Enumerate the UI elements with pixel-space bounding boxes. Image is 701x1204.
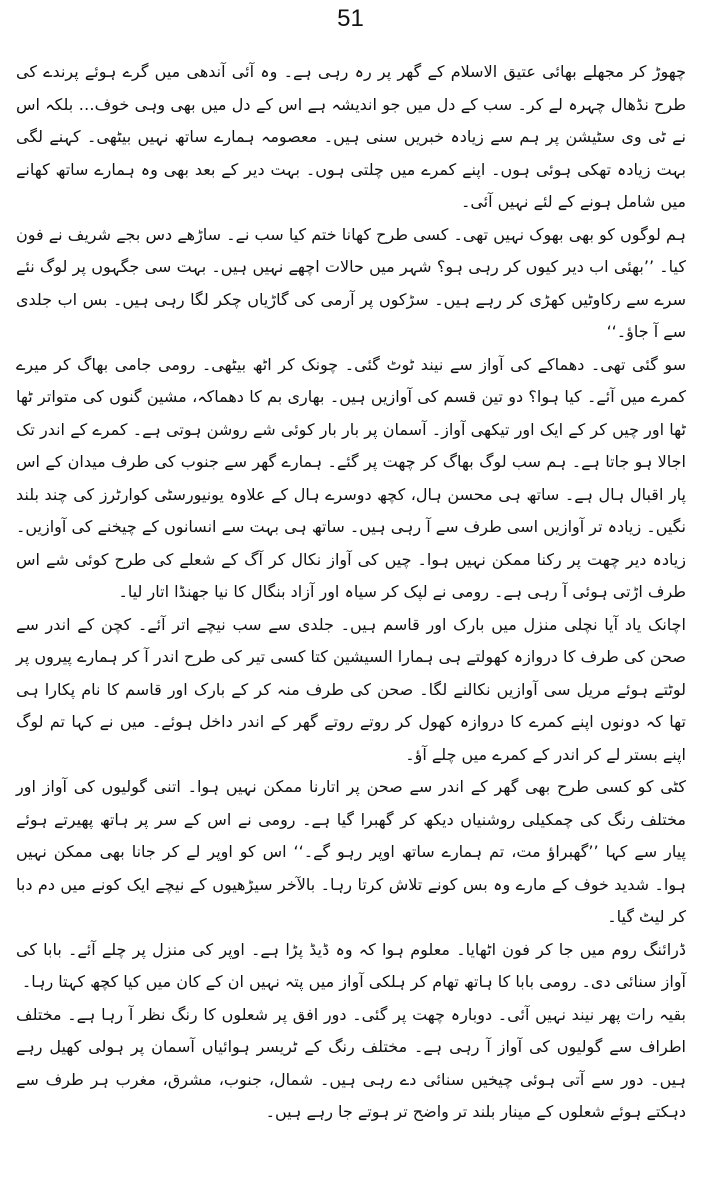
paragraph-4: اچانک یاد آیا نچلی منزل میں بارک اور قاسم ہیں۔ جلدی سے سب نیچے اتر آئے۔ کچن کے اندر سے صحن کی طرف کا دروازہ کھولتے ہی ہمارا السیشین کتا کسی تیر کی طرح اندر آ کر ہمارے پیروں پر لوٹتے ہوئے مریل سی آوازیں نکالنے لگا۔ صحن کی طرف منہ کر کے بارک اور قاسم کا نام پکارا ہی تھا کہ دونوں اپنے کمرے کا دروازہ کھول کر روتے روتے گھر کے اندر داخل ہوئے۔ میں نے کہا تم لوگ اپنے بستر لے کر اندر کے کمرے میں چلے آؤ۔	[16, 614, 686, 764]
paragraph-7: بقیہ رات پھر نیند نہیں آئی۔ دوبارہ چھت پر گئی۔ دور افق پر شعلوں کا رنگ نظر آ رہا ہے۔ مختلف اطراف سے گولیوں کی آواز آ رہی ہے۔ مختلف رنگ کے ٹریسر ہوائیاں آسمان پر ہولی کھیل رہے ہیں۔ دور سے آتی ہوئی چیخیں سنائی دے رہی ہیں۔ شمال، جنوب، مشرق، مغرب ہر طرف سے دہکتے ہوئے شعلوں کے مینار بلند تر واضح تر ہوتے جا رہے ہیں۔	[16, 1004, 686, 1121]
paragraph-5: کٹی کو کسی طرح بھی گھر کے اندر سے صحن پر اتارنا ممکن نہیں ہوا۔ اتنی گولیوں کی آواز اور مختلف رنگ کی چمکیلی روشنیاں دیکھ کر گھبرا گیا ہے۔ رومی نے اس کے سر پر ہاتھ پھیرتے ہوئے پیار سے کہا ’’گھبراؤ مت، تم ہمارے ساتھ اوپر رہو گے۔‘‘ اس کو اوپر لے کر جانا بھی ممکن نہیں ہوا۔ شدید خوف کے مارے وہ بس کونے تلاش کرتا رہا۔ بالآخر سیڑھیوں کے نیچے ایک کونے میں دم دبا کر لیٹ گیا۔	[16, 777, 686, 926]
paragraph-1: چھوڑ کر مجھلے بھائی عتیق الاسلام کے گھر پر رہ رہی ہے۔ وہ آئی آندھی میں گرے ہوئے پرندے کی طرح نڈھال چہرہ لے کر۔ سب کے دل میں جو اندیشہ ہے اس کے دل میں بھی وہی خوف… بلکہ اس نے ٹی وی سٹیشن پر ہم سے زیادہ خبریں سنی ہیں۔ معصومہ ہمارے ساتھ نہیں بیٹھی۔ کہنے لگی بہت زیادہ تھکی ہوئی ہوں۔ اپنے کمرے میں چلتی ہوں۔ بہت دیر کے بعد بھی وہ ہمارے ساتھ کھانے میں شامل ہونے کے لئے نہیں آئی۔	[16, 62, 686, 211]
page-body-text	[16, 56, 686, 1129]
paragraph-3: سو گئی تھی۔ دھماکے کی آواز سے نیند ٹوٹ گئی۔ چونک کر اٹھ بیٹھی۔ رومی جامی بھاگ کر میرے کمرے میں آئے۔ کیا ہوا؟ دو تین قسم کی آوازیں ہیں۔ بھاری بم کا دھماکہ، مشین گنوں کی متواتر ٹھا ٹھا اور چیں کر کے ایک اور تیکھی آواز۔ آسمان پر بار بار کوئی شے روشن ہوتی ہے۔ کمرے کے اندر تک اجالا ہو جاتا ہے۔ ہم سب لوگ بھاگ کر چھت پر گئے۔ ہمارے گھر سے جنوب کی طرف میدان کے اس پار اقبال ہال ہے۔ ساتھ ہی محسن ہال، کچھ دوسرے ہال کے علاوہ یونیورسٹی کوارٹرز کی چند بلند نگیں۔ زیادہ تر آوازیں اسی طرف سے آ رہی ہیں۔ ساتھ ہی بہت سے انسانوں کے چیخنے کی آوازیں۔ زیادہ دیر چھت پر رکنا ممکن نہیں ہوا۔ چیں کی آواز نکال کر آگ کے شعلے کی طرح کوئی شے اس طرف اڑتی ہوئی آ رہی ہے۔ رومی نے لپک کر سیاہ اور آزاد بنگال کا نیا جھنڈا اتار لیا۔	[16, 354, 686, 601]
paragraph-2: ہم لوگوں کو بھی بھوک نہیں تھی۔ کسی طرح کھانا ختم کیا سب نے۔ ساڑھے دس بجے شریف نے فون کیا۔ ’’بھئی اب دیر کیوں کر رہی ہو؟ شہر میں حالات اچھے نہیں ہیں۔ بہت سی جگہوں پر لوگ نئے سرے سے رکاوٹیں کھڑی کر رہے ہیں۔ سڑکوں پر آرمی کی گاڑیاں چکر لگا رہی ہیں۔ بس اب جلدی سے آ جاؤ۔‘‘	[16, 224, 686, 341]
page-number: 51	[337, 5, 364, 32]
paragraph-6: ڈرائنگ روم میں جا کر فون اٹھایا۔ معلوم ہوا کہ وہ ڈیڈ پڑا ہے۔ اوپر کی منزل پر چلے آئے۔ بابا کی آواز سنائی دی۔ رومی بابا کا ہاتھ تھام کر ہلکی آواز میں پتہ نہیں ان کے کان میں کیا کچھ کہتا رہا۔	[16, 939, 686, 991]
